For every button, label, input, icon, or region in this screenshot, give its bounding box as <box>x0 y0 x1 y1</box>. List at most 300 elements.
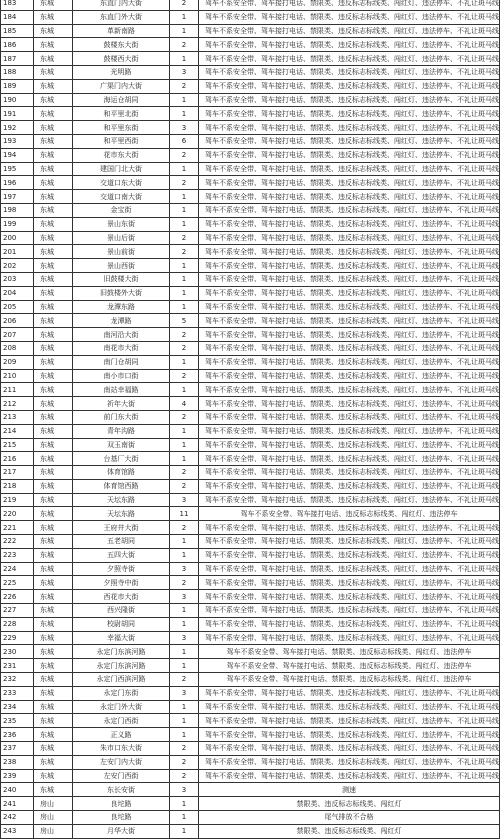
row-number: 221 <box>1 521 34 535</box>
count-cell: 1 <box>170 190 199 204</box>
row-number: 237 <box>1 742 34 756</box>
table-row <box>1 466 500 480</box>
table-row <box>1 769 500 783</box>
table-row <box>1 0 500 10</box>
table-row <box>1 714 500 728</box>
road-cell: 景山东街 <box>73 217 170 231</box>
district-cell: 东城 <box>34 272 73 286</box>
district-cell: 东城 <box>34 397 73 411</box>
row-number: 243 <box>1 824 34 838</box>
count-cell: 3 <box>170 631 199 645</box>
row-number: 230 <box>1 645 34 659</box>
table-row <box>1 742 500 756</box>
count-cell: 2 <box>170 328 199 342</box>
table-row <box>1 24 500 38</box>
content-cell: 驾车不系安全带、驾车接打电话、禁限类、违反标志标线类、闯红灯、违法停车 <box>199 659 500 673</box>
count-cell: 1 <box>170 162 199 176</box>
table-row <box>1 162 500 176</box>
district-cell: 东城 <box>34 52 73 66</box>
row-number: 190 <box>1 93 34 107</box>
road-cell: 永定门西街 <box>73 714 170 728</box>
content-cell: 驾车不系安全带、驾车接打电话、禁限类、违反标志标线类、闯红灯、违法停车、不礼让斑马线 <box>199 162 500 176</box>
road-cell: 左安门内大街 <box>73 755 170 769</box>
table-row <box>1 604 500 618</box>
content-cell: 驾车不系安全带、驾车接打电话、禁限类、违反标志标线类、闯红灯、违法停车、不礼让斑马线 <box>199 24 500 38</box>
content-cell: 驾车不系安全带、驾车接打电话、禁限类、违反标志标线类、闯红灯、违法停车、不礼让斑马线 <box>199 493 500 507</box>
table-row <box>1 576 500 590</box>
district-cell: 东城 <box>34 300 73 314</box>
road-cell: 景山后街 <box>73 231 170 245</box>
road-cell: 革新南路 <box>73 24 170 38</box>
count-cell: 1 <box>170 217 199 231</box>
table-row <box>1 438 500 452</box>
district-cell: 东城 <box>34 617 73 631</box>
count-cell: 1 <box>170 272 199 286</box>
count-cell: 1 <box>170 355 199 369</box>
road-cell: 龙潭东路 <box>73 300 170 314</box>
content-cell: 驾车不系安全带、驾车接打电话、禁限类、违反标志标线类、闯红灯、违法停车、不礼让斑马线 <box>199 134 500 148</box>
content-cell: 驾车不系安全带、驾车接打电话、禁限类、违反标志标线类、闯红灯、违法停车、不礼让斑马线 <box>199 535 500 549</box>
road-cell: 五四大街 <box>73 548 170 562</box>
road-cell: 交道口东大街 <box>73 176 170 190</box>
district-cell: 东城 <box>34 479 73 493</box>
table-row <box>1 300 500 314</box>
table-row <box>1 190 500 204</box>
district-cell: 东城 <box>34 328 73 342</box>
road-cell: 东直门外大街 <box>73 10 170 24</box>
row-number: 197 <box>1 190 34 204</box>
count-cell: 1 <box>170 259 199 273</box>
road-cell: 和平里西街 <box>73 134 170 148</box>
content-cell: 驾车不系安全带、驾车接打电话、禁限类、违反标志标线类、闯红灯、违法停车、不礼让斑马线 <box>199 341 500 355</box>
table-row <box>1 65 500 79</box>
row-number: 232 <box>1 673 34 687</box>
content-cell: 驾车不系安全带、驾车接打电话、禁限类、违反标志标线类、闯红灯、违法停车、不礼让斑马线 <box>199 93 500 107</box>
count-cell: 1 <box>170 203 199 217</box>
table-row <box>1 328 500 342</box>
row-number: 208 <box>1 341 34 355</box>
district-cell: 东城 <box>34 535 73 549</box>
table-row <box>1 38 500 52</box>
road-cell: 前门东大街 <box>73 410 170 424</box>
road-cell: 永定门西滨河路 <box>73 673 170 687</box>
district-cell: 东城 <box>34 631 73 645</box>
district-cell: 东城 <box>34 10 73 24</box>
table-row <box>1 659 500 673</box>
count-cell: 1 <box>170 548 199 562</box>
count-cell: 2 <box>170 410 199 424</box>
row-number: 192 <box>1 121 34 135</box>
district-cell: 东城 <box>34 438 73 452</box>
district-cell: 东城 <box>34 755 73 769</box>
content-cell: 禁限类、违反标志标线类、闯红灯 <box>199 797 500 811</box>
table-row <box>1 397 500 411</box>
row-number: 214 <box>1 424 34 438</box>
content-cell: 驾车不系安全带、驾车接打电话、违反标志标线类、闯红灯、违法停车 <box>199 507 500 521</box>
district-cell: 东城 <box>34 383 73 397</box>
row-number: 191 <box>1 107 34 121</box>
road-cell: 月华大街 <box>73 824 170 838</box>
content-cell: 驾车不系安全带、驾车接打电话、禁限类、违反标志标线类、闯红灯、违法停车、不礼让斑马线 <box>199 424 500 438</box>
content-cell: 驾车不系安全带、驾车接打电话、禁限类、违反标志标线类、闯红灯、违法停车、不礼让斑马线 <box>199 245 500 259</box>
road-cell: 花市东大街 <box>73 148 170 162</box>
district-cell: 东城 <box>34 162 73 176</box>
content-cell: 驾车不系安全带、驾车接打电话、禁限类、违反标志标线类、闯红灯、违法停车、不礼让斑马线 <box>199 52 500 66</box>
district-cell: 东城 <box>34 176 73 190</box>
row-number: 217 <box>1 466 34 480</box>
district-cell: 东城 <box>34 673 73 687</box>
content-cell: 驾车不系安全带、驾车接打电话、禁限类、违反标志标线类、闯红灯、违法停车、不礼让斑马线 <box>199 700 500 714</box>
road-cell: 金宝街 <box>73 203 170 217</box>
district-cell: 东城 <box>34 714 73 728</box>
table-row <box>1 383 500 397</box>
count-cell: 3 <box>170 121 199 135</box>
road-cell: 双玉南街 <box>73 438 170 452</box>
table-row <box>1 783 500 797</box>
row-number: 187 <box>1 52 34 66</box>
count-cell: 2 <box>170 673 199 687</box>
table-body <box>1 0 500 838</box>
count-cell: 2 <box>170 742 199 756</box>
road-cell: 永定门东街 <box>73 686 170 700</box>
district-cell: 东城 <box>34 259 73 273</box>
content-cell: 驾车不系安全带、驾车接打电话、禁限类、违反标志标线类、闯红灯、违法停车、不礼让斑马线 <box>199 328 500 342</box>
row-number: 202 <box>1 259 34 273</box>
district-cell: 东城 <box>34 521 73 535</box>
content-cell: 驾车不系安全带、驾车接打电话、禁限类、违反标志标线类、闯红灯、违法停车、不礼让斑马线 <box>199 369 500 383</box>
row-number: 233 <box>1 686 34 700</box>
content-cell: 驾车不系安全带、驾车接打电话、禁限类、违反标志标线类、闯红灯、违法停车 <box>199 673 500 687</box>
road-cell: 体育馆路 <box>73 466 170 480</box>
count-cell: 3 <box>170 493 199 507</box>
road-cell: 朱市口东大街 <box>73 742 170 756</box>
count-cell: 11 <box>170 507 199 521</box>
district-cell: 东城 <box>34 65 73 79</box>
table-row <box>1 824 500 838</box>
road-cell: 夕照寺街 <box>73 562 170 576</box>
row-number: 213 <box>1 410 34 424</box>
district-cell: 东城 <box>34 576 73 590</box>
road-cell: 青年沟路 <box>73 424 170 438</box>
road-cell: 南花市大街 <box>73 341 170 355</box>
count-cell: 1 <box>170 659 199 673</box>
count-cell: 3 <box>170 65 199 79</box>
road-cell: 龙潭路 <box>73 314 170 328</box>
count-cell: 2 <box>170 479 199 493</box>
content-cell: 驾车不系安全带、驾车接打电话、禁限类、违反标志标线类、闯红灯、违法停车、不礼让斑马线 <box>199 148 500 162</box>
count-cell: 3 <box>170 562 199 576</box>
row-number: 225 <box>1 576 34 590</box>
content-cell: 驾车不系安全带、驾车接打电话、禁限类、违反标志标线类、闯红灯、违法停车、不礼让斑马线 <box>199 479 500 493</box>
table-row <box>1 548 500 562</box>
row-number: 205 <box>1 300 34 314</box>
content-cell: 驾车不系安全带、驾车接打电话、禁限类、违反标志标线类、闯红灯、违法停车、不礼让斑马线 <box>199 231 500 245</box>
table-row <box>1 341 500 355</box>
table-row <box>1 134 500 148</box>
table-row <box>1 424 500 438</box>
road-cell: 天坛东路 <box>73 507 170 521</box>
content-cell: 驾车不系安全带、驾车接打电话、禁限类、违反标志标线类、闯红灯、违法停车、不礼让斑马线 <box>199 590 500 604</box>
table-row <box>1 369 500 383</box>
district-cell: 东城 <box>34 452 73 466</box>
content-cell: 驾车不系安全带、驾车接打电话、禁限类、违反标志标线类、闯红灯、违法停车、不礼让斑马线 <box>199 617 500 631</box>
count-cell: 3 <box>170 783 199 797</box>
road-cell: 和平里东街 <box>73 121 170 135</box>
table-row <box>1 10 500 24</box>
row-number: 195 <box>1 162 34 176</box>
row-number: 184 <box>1 10 34 24</box>
count-cell: 1 <box>170 107 199 121</box>
table-row <box>1 617 500 631</box>
table-row <box>1 797 500 811</box>
count-cell: 1 <box>170 811 199 825</box>
table-row <box>1 52 500 66</box>
row-number: 185 <box>1 24 34 38</box>
district-cell: 东城 <box>34 38 73 52</box>
row-number: 227 <box>1 604 34 618</box>
road-cell: 王府井大街 <box>73 521 170 535</box>
road-cell: 旧鼓楼外大街 <box>73 286 170 300</box>
row-number: 215 <box>1 438 34 452</box>
row-number: 211 <box>1 383 34 397</box>
content-cell: 驾车不系安全带、驾车接打电话、禁限类、违反标志标线类、闯红灯、违法停车、不礼让斑马线 <box>199 272 500 286</box>
road-cell: 幸福大街 <box>73 631 170 645</box>
count-cell: 2 <box>170 245 199 259</box>
table-row <box>1 811 500 825</box>
district-cell: 东城 <box>34 148 73 162</box>
count-cell: 5 <box>170 314 199 328</box>
district-cell: 东城 <box>34 548 73 562</box>
content-cell: 驾车不系安全带、驾车接打电话、禁限类、违反标志标线类、闯红灯、违法停车、不礼让斑马线 <box>199 604 500 618</box>
count-cell: 1 <box>170 797 199 811</box>
road-cell: 永定门外大街 <box>73 700 170 714</box>
count-cell: 1 <box>170 24 199 38</box>
district-cell: 房山 <box>34 811 73 825</box>
district-cell: 东城 <box>34 493 73 507</box>
content-cell: 驾车不系安全带、驾车接打电话、禁限类、违反标志标线类、闯红灯、违法停车、不礼让斑马线 <box>199 10 500 24</box>
content-cell: 驾车不系安全带、驾车接打电话、禁限类、违反标志标线类、闯红灯、违法停车、不礼让斑马线 <box>199 769 500 783</box>
road-cell: 祈年大街 <box>73 397 170 411</box>
count-cell: 2 <box>170 521 199 535</box>
table-row <box>1 245 500 259</box>
count-cell: 1 <box>170 424 199 438</box>
table-row <box>1 521 500 535</box>
district-cell: 东城 <box>34 190 73 204</box>
road-cell: 五老胡同 <box>73 535 170 549</box>
table-row <box>1 176 500 190</box>
content-cell: 驾车不系安全带、驾车接打电话、禁限类、违反标志标线类、闯红灯、违法停车、不礼让斑马线 <box>199 686 500 700</box>
district-cell: 东城 <box>34 369 73 383</box>
district-cell: 东城 <box>34 604 73 618</box>
district-cell: 东城 <box>34 700 73 714</box>
road-cell: 和平里北街 <box>73 107 170 121</box>
row-number: 210 <box>1 369 34 383</box>
district-cell: 东城 <box>34 507 73 521</box>
count-cell: 1 <box>170 535 199 549</box>
district-cell: 房山 <box>34 824 73 838</box>
content-cell: 驾车不系安全带、驾车接打电话、禁限类、违反标志标线类、闯红灯、违法停车、不礼让斑马线 <box>199 38 500 52</box>
count-cell: 2 <box>170 369 199 383</box>
table-row <box>1 79 500 93</box>
count-cell: 2 <box>170 466 199 480</box>
content-cell: 驾车不系安全带、驾车接打电话、禁限类、违反标志标线类、闯红灯、违法停车 <box>199 645 500 659</box>
district-cell: 东城 <box>34 769 73 783</box>
content-cell: 驾车不系安全带、驾车接打电话、禁限类、违反标志标线类、闯红灯、违法停车、不礼让斑马线 <box>199 190 500 204</box>
content-cell: 驾车不系安全带、驾车接打电话、禁限类、违反标志标线类、闯红灯、违法停车、不礼让斑马线 <box>199 548 500 562</box>
row-number: 207 <box>1 328 34 342</box>
road-cell: 良坨路 <box>73 797 170 811</box>
count-cell: 1 <box>170 286 199 300</box>
row-number: 241 <box>1 797 34 811</box>
row-number: 229 <box>1 631 34 645</box>
district-cell: 东城 <box>34 231 73 245</box>
count-cell: 2 <box>170 755 199 769</box>
row-number: 226 <box>1 590 34 604</box>
row-number: 234 <box>1 700 34 714</box>
row-number: 189 <box>1 79 34 93</box>
content-cell: 驾车不系安全带、驾车接打电话、禁限类、违反标志标线类、闯红灯、违法停车、不礼让斑马线 <box>199 466 500 480</box>
road-cell: 旧鼓楼大街 <box>73 272 170 286</box>
count-cell: 1 <box>170 728 199 742</box>
district-cell: 东城 <box>34 590 73 604</box>
count-cell: 4 <box>170 397 199 411</box>
road-cell: 天坛东路 <box>73 493 170 507</box>
content-cell: 驾车不系安全带、驾车接打电话、禁限类、违反标志标线类、闯红灯、违法停车、不礼让斑马线 <box>199 107 500 121</box>
row-number: 228 <box>1 617 34 631</box>
road-cell: 良坨路 <box>73 811 170 825</box>
table-row <box>1 535 500 549</box>
content-cell: 驾车不系安全带、驾车接打电话、禁限类、违反标志标线类、闯红灯、违法停车、不礼让斑马线 <box>199 452 500 466</box>
row-number: 203 <box>1 272 34 286</box>
road-cell: 交道口南大街 <box>73 190 170 204</box>
count-cell: 1 <box>170 700 199 714</box>
table-row <box>1 148 500 162</box>
content-cell: 驾车不系安全带、驾车接打电话、禁限类、违反标志标线类、闯红灯、违法停车、不礼让斑马线 <box>199 397 500 411</box>
count-cell: 3 <box>170 590 199 604</box>
row-number: 199 <box>1 217 34 231</box>
district-cell: 东城 <box>34 0 73 10</box>
count-cell: 2 <box>170 769 199 783</box>
row-number: 220 <box>1 507 34 521</box>
district-cell: 东城 <box>34 728 73 742</box>
content-cell: 禁限类、违反标志标线类、闯红灯 <box>199 824 500 838</box>
content-cell: 驾车不系安全带、驾车接打电话、禁限类、违反标志标线类、闯红灯、违法停车、不礼让斑马线 <box>199 79 500 93</box>
district-cell: 东城 <box>34 24 73 38</box>
content-cell: 驾车不系安全带、驾车接打电话、禁限类、违反标志标线类、闯红灯、违法停车、不礼让斑马线 <box>199 121 500 135</box>
row-number: 204 <box>1 286 34 300</box>
road-cell: 永定门东滨河路 <box>73 659 170 673</box>
count-cell: 2 <box>170 79 199 93</box>
content-cell: 驾车不系安全带、驾车接打电话、禁限类、违反标志标线类、闯红灯、违法停车、不礼让斑马线 <box>199 576 500 590</box>
row-number: 201 <box>1 245 34 259</box>
content-cell: 测速 <box>199 783 500 797</box>
district-cell: 东城 <box>34 424 73 438</box>
count-cell: 1 <box>170 824 199 838</box>
road-cell: 南河沿大街 <box>73 328 170 342</box>
content-cell: 驾车不系安全带、驾车接打电话、禁限类、违反标志标线类、闯红灯、违法停车、不礼让斑马线 <box>199 410 500 424</box>
content-cell: 驾车不系安全带、驾车接打电话、禁限类、违反标志标线类、闯红灯、违法停车、不礼让斑马线 <box>199 355 500 369</box>
count-cell: 1 <box>170 604 199 618</box>
table-row <box>1 673 500 687</box>
content-cell: 驾车不系安全带、驾车接打电话、禁限类、违反标志标线类、闯红灯、违法停车、不礼让斑马线 <box>199 438 500 452</box>
row-number: 193 <box>1 134 34 148</box>
table-row <box>1 217 500 231</box>
row-number: 224 <box>1 562 34 576</box>
row-number: 231 <box>1 659 34 673</box>
district-cell: 东城 <box>34 341 73 355</box>
row-number: 236 <box>1 728 34 742</box>
road-cell: 台基厂大街 <box>73 452 170 466</box>
district-cell: 东城 <box>34 686 73 700</box>
row-number: 240 <box>1 783 34 797</box>
count-cell: 6 <box>170 134 199 148</box>
count-cell: 1 <box>170 300 199 314</box>
table-row <box>1 700 500 714</box>
road-cell: 夕照寺中街 <box>73 576 170 590</box>
count-cell: 1 <box>170 52 199 66</box>
table-row <box>1 645 500 659</box>
content-cell: 尾气排放不合格 <box>199 811 500 825</box>
count-cell: 1 <box>170 383 199 397</box>
table-row <box>1 590 500 604</box>
table-row <box>1 728 500 742</box>
count-cell: 2 <box>170 341 199 355</box>
count-cell: 1 <box>170 93 199 107</box>
road-cell: 海运仓胡同 <box>73 93 170 107</box>
road-cell: 左安门西街 <box>73 769 170 783</box>
row-number: 186 <box>1 38 34 52</box>
content-cell: 驾车不系安全带、驾车接打电话、禁限类、违反标志标线类、闯红灯、违法停车、不礼让斑马线 <box>199 0 500 10</box>
content-cell: 驾车不系安全带、驾车接打电话、禁限类、违反标志标线类、闯红灯、违法停车、不礼让斑马线 <box>199 631 500 645</box>
road-cell: 景山西街 <box>73 259 170 273</box>
table-row <box>1 231 500 245</box>
road-cell: 东长安街 <box>73 783 170 797</box>
table-row <box>1 631 500 645</box>
road-cell: 光明路 <box>73 65 170 79</box>
road-cell: 鼓楼东大街 <box>73 38 170 52</box>
table-row <box>1 507 500 521</box>
district-cell: 东城 <box>34 245 73 259</box>
content-cell: 驾车不系安全带、驾车接打电话、禁限类、违反标志标线类、闯红灯、违法停车、不礼让斑马线 <box>199 755 500 769</box>
district-cell: 东城 <box>34 286 73 300</box>
road-cell: 永定门东滨河路 <box>73 645 170 659</box>
district-cell: 东城 <box>34 355 73 369</box>
table-row <box>1 259 500 273</box>
content-cell: 驾车不系安全带、驾车接打电话、禁限类、违反标志标线类、闯红灯、违法停车、不礼让斑马线 <box>199 259 500 273</box>
table-row <box>1 355 500 369</box>
row-number: 196 <box>1 176 34 190</box>
count-cell: 2 <box>170 0 199 10</box>
road-cell: 体育馆西路 <box>73 479 170 493</box>
row-number: 218 <box>1 479 34 493</box>
count-cell: 2 <box>170 38 199 52</box>
row-number: 200 <box>1 231 34 245</box>
row-number: 238 <box>1 755 34 769</box>
district-cell: 东城 <box>34 645 73 659</box>
count-cell: 1 <box>170 438 199 452</box>
road-cell: 广渠门内大街 <box>73 79 170 93</box>
road-cell: 西花市大街 <box>73 590 170 604</box>
table-row <box>1 755 500 769</box>
count-cell: 2 <box>170 231 199 245</box>
row-number: 209 <box>1 355 34 369</box>
row-number: 198 <box>1 203 34 217</box>
table-row <box>1 203 500 217</box>
road-cell: 南站幸福路 <box>73 383 170 397</box>
road-cell: 正义路 <box>73 728 170 742</box>
row-number: 242 <box>1 811 34 825</box>
table-row <box>1 410 500 424</box>
